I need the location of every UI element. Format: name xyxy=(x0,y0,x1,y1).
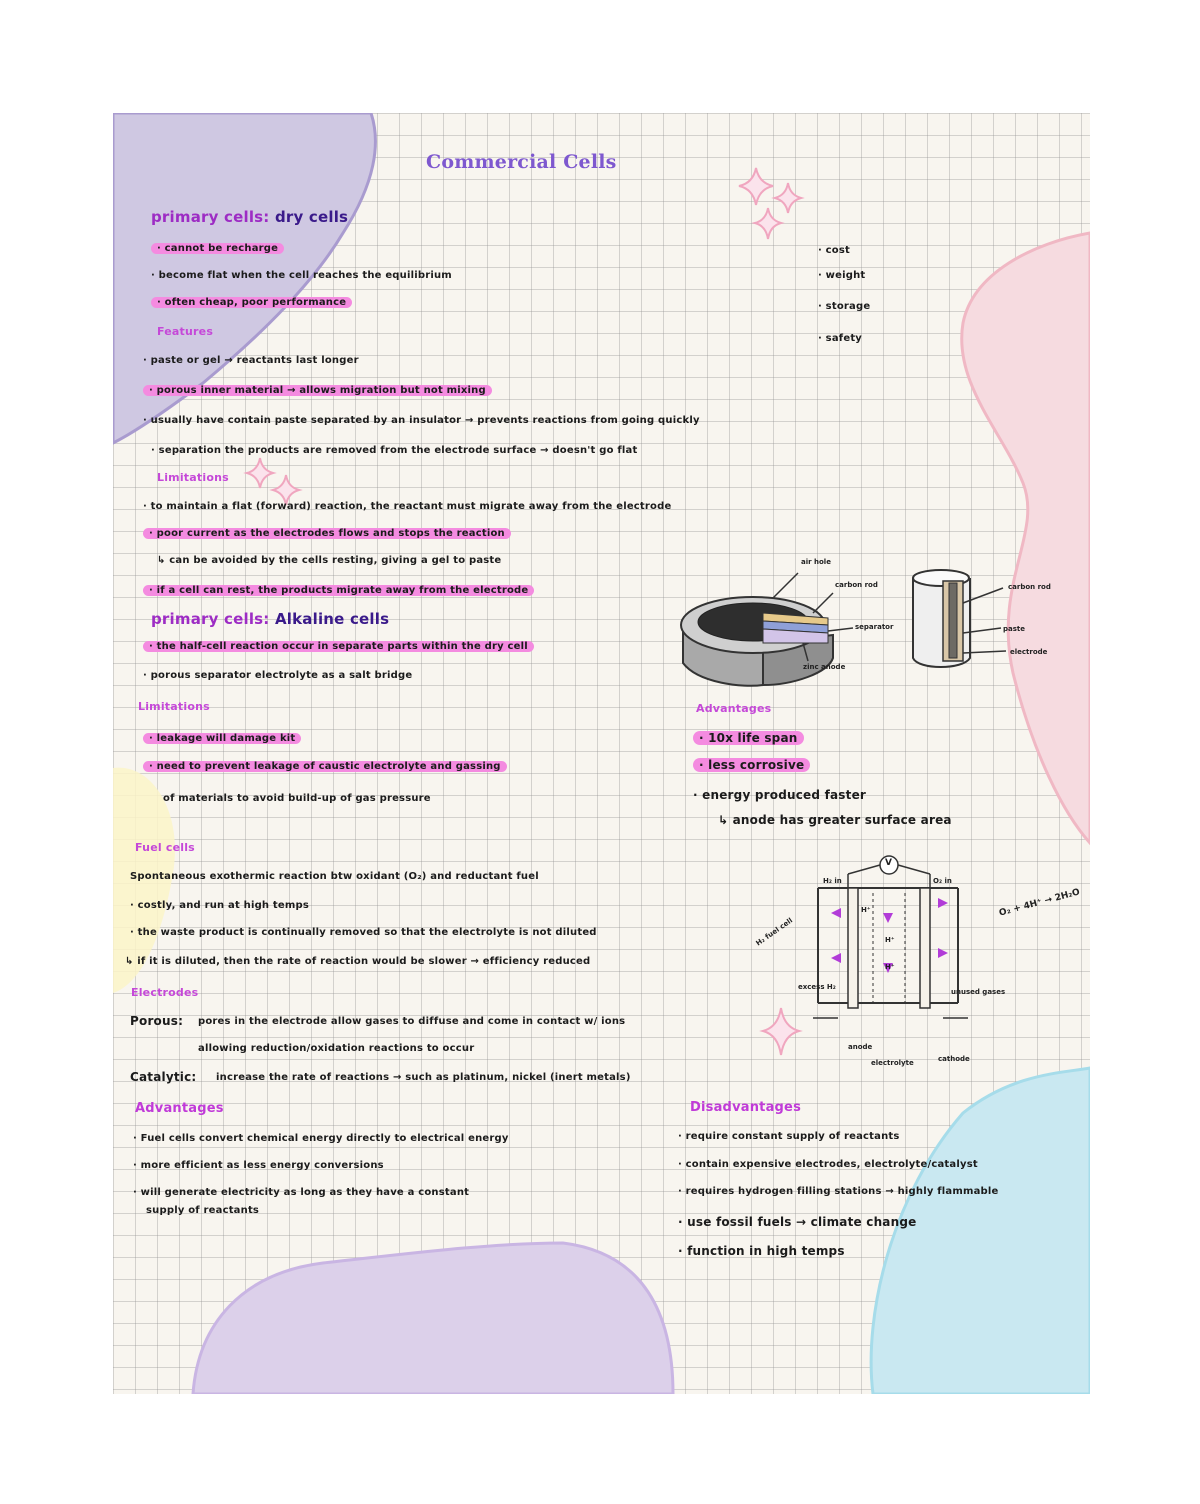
feature-2 xyxy=(143,385,492,396)
fuel-disadvantage-3: · requires hydrogen filling stations → highly flammable xyxy=(678,1186,999,1197)
feature-1: · paste or gel → reactants last longer xyxy=(143,355,359,366)
features-heading: Features xyxy=(157,325,214,338)
side-list-item-safety: · safety xyxy=(818,333,863,344)
alkaline-limitation-3: of materials to avoid build-up of gas pressure xyxy=(163,793,431,804)
dry-limitation-2-text: · poor current as the electrodes flows and stops the reaction xyxy=(143,528,511,539)
label-o2-in: O₂ in xyxy=(933,877,952,885)
alkaline-cell-diagram xyxy=(913,570,1006,667)
sparkle-icon-3 xyxy=(755,208,781,239)
dry-line-1 xyxy=(151,243,284,254)
side-list-item-weight: · weight xyxy=(818,270,866,281)
porous-line: pores in the electrode allow gases to diffuse and come in contact w/ ions xyxy=(198,1016,626,1027)
fuel-line-1: Spontaneous exothermic reaction btw oxidant (O₂) and reductant fuel xyxy=(130,871,539,882)
dry-cells-heading-label: primary cells: xyxy=(151,208,270,226)
label-alkaline-carbon-rod: carbon rod xyxy=(1008,583,1051,591)
sparkle-icon-2 xyxy=(775,183,801,213)
feature-4: · separation the products are removed from the electrode surface → doesn't go flat xyxy=(151,445,638,456)
label-electrolyte: electrolyte xyxy=(871,1059,914,1067)
notes-page xyxy=(113,113,1090,1394)
dry-line-1-text: · cannot be recharge xyxy=(151,243,284,254)
fuel-disadvantage-2: · contain expensive electrodes, electrolyte/catalyst xyxy=(678,1159,978,1170)
fuel-cells-heading: Fuel cells xyxy=(135,841,195,854)
porous-line-2: allowing reduction/oxidation reactions to occur xyxy=(198,1043,475,1054)
blue-blob-bottom-right xyxy=(871,1068,1090,1394)
alkaline-advantage-2 xyxy=(693,758,810,772)
label-anode: anode xyxy=(848,1043,873,1051)
alkaline-limitation-2 xyxy=(143,761,507,772)
alkaline-line-2: · porous separator electrolyte as a salt bridge xyxy=(143,670,413,681)
alkaline-limitation-1 xyxy=(143,733,301,744)
fuel-advantage-4: supply of reactants xyxy=(146,1205,260,1216)
alkaline-advantage-2-text: · less corrosive xyxy=(693,758,810,772)
fuel-line-4: ↳ if it is diluted, then the rate of reaction would be slower → efficiency reduced xyxy=(125,956,591,967)
label-cathode-reaction: O₂ + 4H⁺ → 2H₂O xyxy=(998,887,1082,919)
fuel-line-3: · the waste product is continually removed so that the electrolyte is not diluted xyxy=(130,927,597,938)
alkaline-line-1 xyxy=(143,641,534,652)
label-h-ion-2: H⁺ xyxy=(885,936,895,944)
alkaline-limitation-2-text: · need to prevent leakage of caustic electrolyte and gassing xyxy=(143,761,507,772)
sparkle-icon-4 xyxy=(247,458,273,488)
fuel-advantage-3: · will generate electricity as long as they have a constant xyxy=(133,1187,470,1198)
label-zinc-anode: zinc anode xyxy=(803,663,846,671)
alkaline-advantages-heading: Advantages xyxy=(696,702,772,715)
label-air-hole: air hole xyxy=(801,558,831,566)
lavender-blob-bottom xyxy=(193,1243,673,1394)
alkaline-advantage-1-text: · 10x life span xyxy=(693,731,804,745)
dry-limitations-heading: Limitations xyxy=(157,471,229,484)
alkaline-limitations-heading: Limitations xyxy=(138,700,210,713)
alkaline-limitation-1-text: · leakage will damage kit xyxy=(143,733,301,744)
label-excess-h2: excess H₂ xyxy=(798,983,836,991)
fuel-line-2: · costly, and run at high temps xyxy=(130,900,310,911)
page-title: Commercial Cells xyxy=(426,151,617,173)
pink-blob-right xyxy=(962,233,1090,843)
sparkle-icon-1 xyxy=(739,168,773,205)
feature-3: · usually have contain paste separated by an insulator → prevents reactions from going quickly xyxy=(143,415,700,426)
fuel-advantage-2: · more efficient as less energy conversions xyxy=(133,1160,384,1171)
label-carbon-rod: carbon rod xyxy=(835,581,878,589)
dry-limitation-3: ↳ can be avoided by the cells resting, giving a gel to paste xyxy=(157,555,502,566)
catalytic-label: Catalytic: xyxy=(130,1070,197,1084)
label-h2-in: H₂ in xyxy=(823,877,842,885)
sparkle-icon-6 xyxy=(763,1008,799,1055)
dry-line-3-text: · often cheap, poor performance xyxy=(151,297,352,308)
dry-limitation-4-text: · if a cell can rest, the products migrate away from the electrode xyxy=(143,585,534,596)
alkaline-heading-label: primary cells: xyxy=(151,610,270,628)
porous-label: Porous: xyxy=(130,1014,184,1028)
label-electrode: electrode xyxy=(1010,648,1048,656)
alkaline-advantage-3: · energy produced faster xyxy=(693,788,867,802)
fuel-disadvantage-4: · use fossil fuels → climate change xyxy=(678,1215,917,1229)
fuel-disadvantage-1: · require constant supply of reactants xyxy=(678,1131,900,1142)
label-paste: paste xyxy=(1003,625,1025,633)
label-h2-fuel-cell: H₂ fuel cell xyxy=(754,916,795,948)
label-cathode: cathode xyxy=(938,1055,970,1063)
dry-limitation-2 xyxy=(143,528,511,539)
electrodes-heading: Electrodes xyxy=(131,986,199,999)
fuel-advantage-1: · Fuel cells convert chemical energy directly to electrical energy xyxy=(133,1133,509,1144)
dry-cells-heading xyxy=(151,208,348,226)
side-list-item-cost: · cost xyxy=(818,245,851,256)
label-h-ion-3: H⁺ xyxy=(885,963,895,971)
dry-cells-heading-sub: dry cells xyxy=(274,208,349,226)
dry-limitation-4 xyxy=(143,585,534,596)
alkaline-heading xyxy=(151,610,389,628)
fuel-disadvantage-5: · function in high temps xyxy=(678,1244,845,1258)
label-separator: separator xyxy=(855,623,894,631)
label-h-ion-1: H⁺ xyxy=(861,906,871,914)
alkaline-advantage-1 xyxy=(693,731,804,745)
label-voltmeter: V xyxy=(885,858,892,868)
alkaline-advantage-4: ↳ anode has greater surface area xyxy=(718,813,952,827)
dry-line-3 xyxy=(151,297,352,308)
alkaline-heading-sub: Alkaline cells xyxy=(274,610,390,628)
label-unused-gases: unused gases xyxy=(951,988,1006,996)
dry-limitation-1: · to maintain a flat (forward) reaction, the reactant must migrate away from the electrode xyxy=(143,501,672,512)
fuel-advantages-heading: Advantages xyxy=(135,1101,224,1116)
side-list-item-storage: · storage xyxy=(818,301,871,312)
fuel-disadvantages-heading: Disadvantages xyxy=(690,1100,802,1115)
dry-line-2: · become flat when the cell reaches the equilibrium xyxy=(151,270,452,281)
alkaline-line-1-text: · the half-cell reaction occur in separate parts within the dry cell xyxy=(143,641,534,652)
catalytic-line: increase the rate of reactions → such as platinum, nickel (inert metals) xyxy=(216,1072,631,1083)
feature-2-text: · porous inner material → allows migration but not mixing xyxy=(143,385,492,396)
